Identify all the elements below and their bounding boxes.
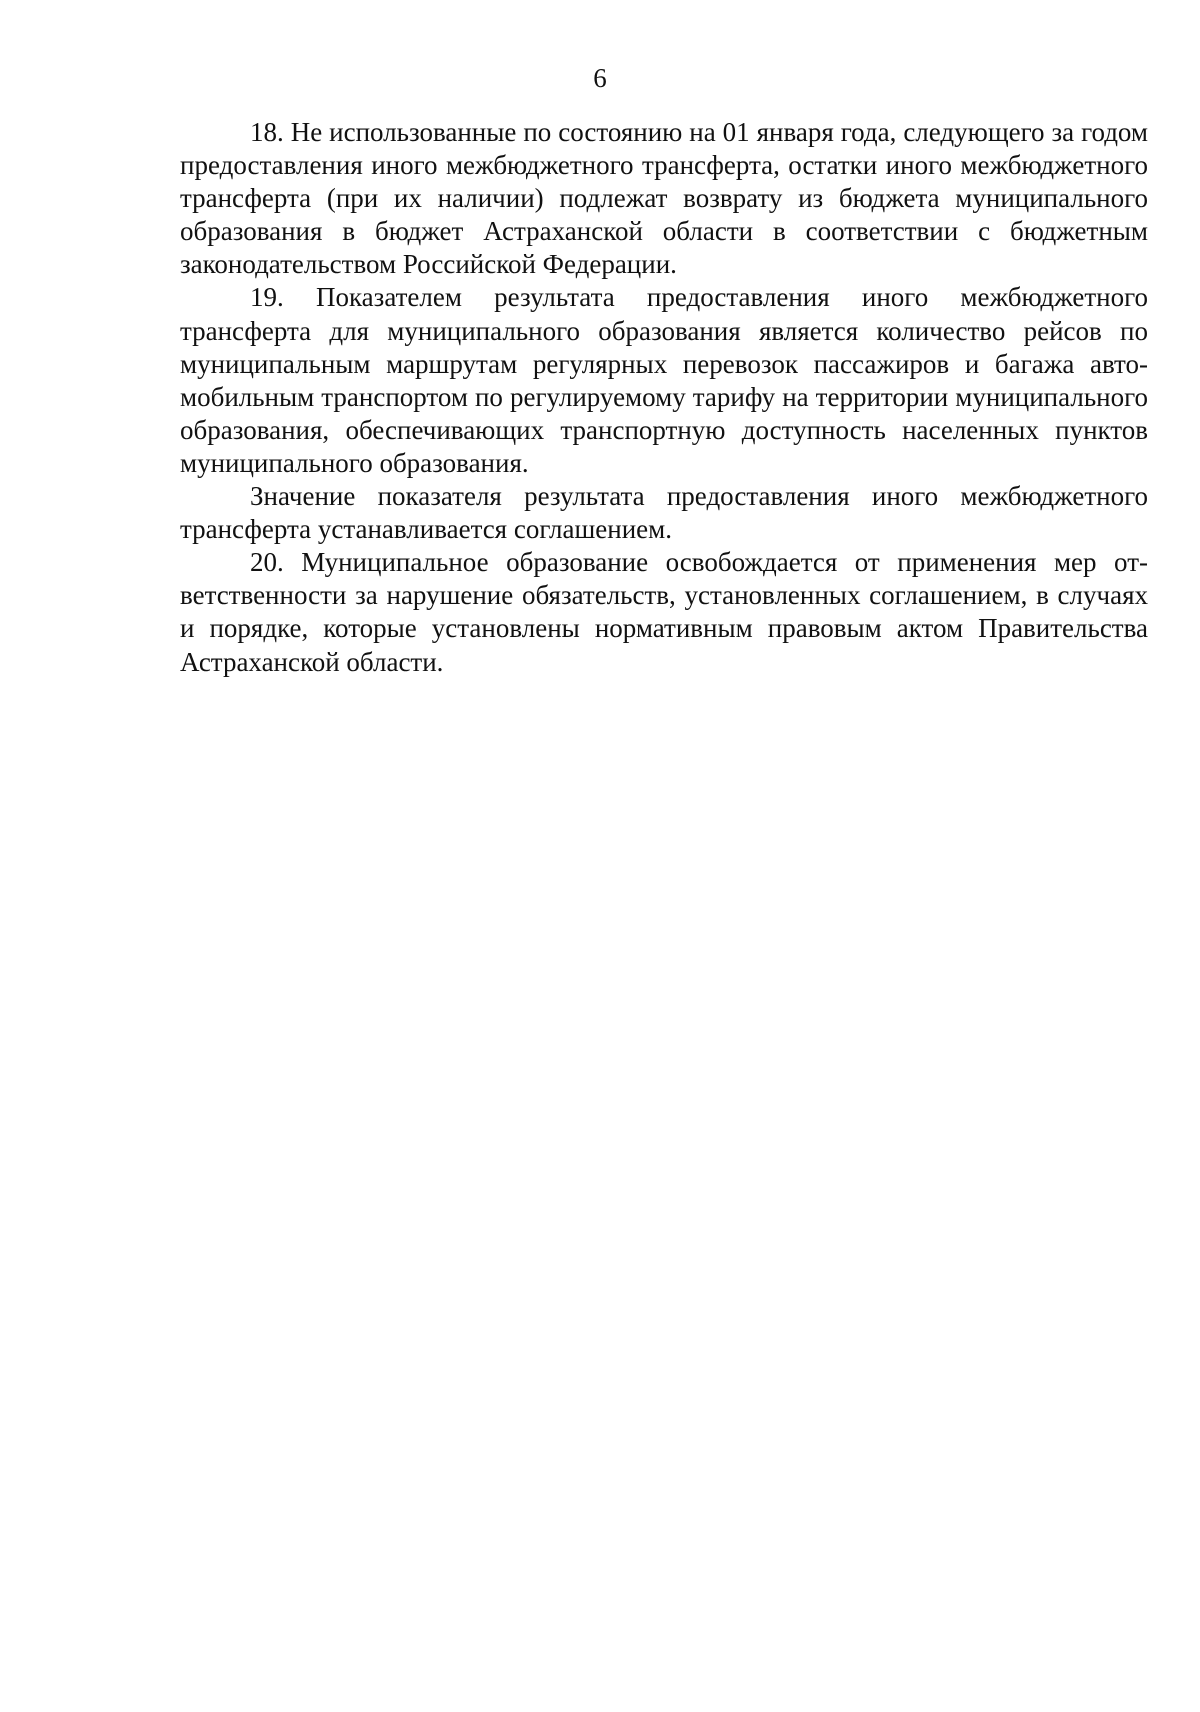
paragraph-19-value: Значение показателя результата предоставления иного межбюджетного трансферта устанавливается соглашением. bbox=[180, 481, 1148, 545]
paragraph-19: 19. Показателем результата предоставления иного межбюджетного трансферта для муниципального образования является количество рейсов по муниципальным маршрутам регулярных перевозок пассажиров и багажа автомобильным транспортом по регулируемому тарифу на территории муниципального образования, обеспечивающих транспортную доступность населенных пунктов муниципального образования. bbox=[180, 282, 1148, 478]
document-body bbox=[180, 116, 1148, 679]
paragraph-18: 18. Не использованные по состоянию на 01 января года, следующего за годом предоставления иного межбюджетного трансферта, остатки иного межбюджетного трансферта (при их наличии) подлежат возврату из бюджета муниципального образования в бюджет Астраханской области в соответствии с бюджетным законодательством Российской Федерации. bbox=[180, 117, 1148, 280]
page-number: 6 bbox=[593, 63, 607, 93]
paragraph-20: 20. Муниципальное образование освобождается от применения мер ответственности за нарушение обязательств, установленных соглашением, в случаях и порядке, которые установлены нормативным правовым актом Правительства Астраханской области. bbox=[180, 547, 1148, 677]
